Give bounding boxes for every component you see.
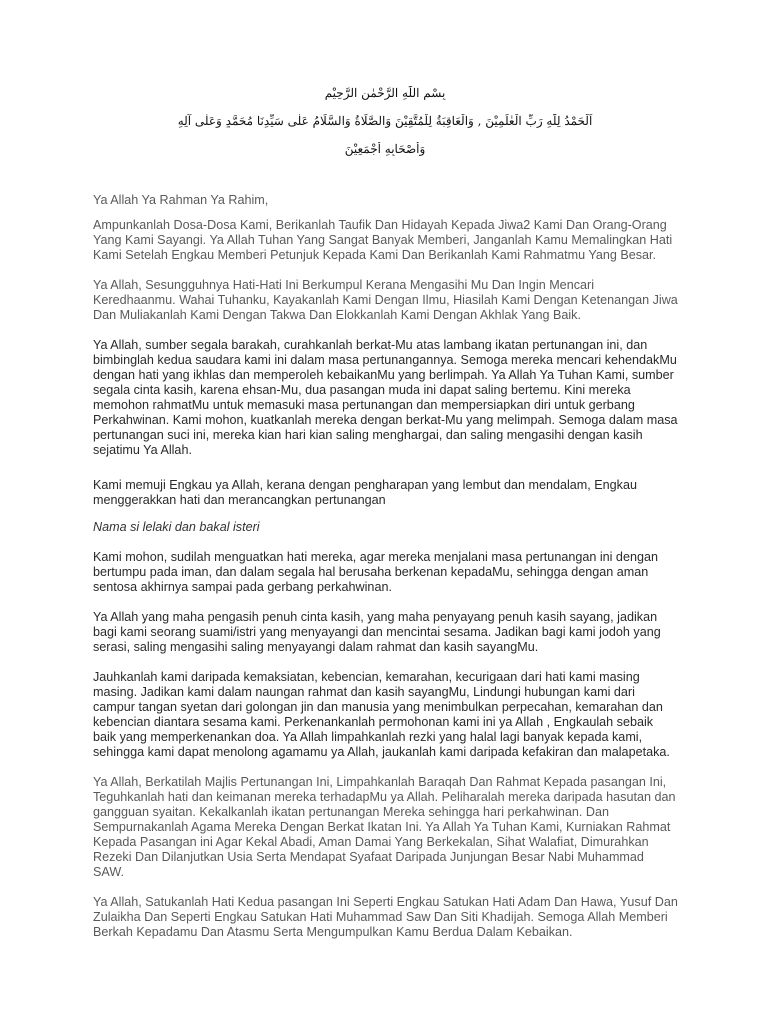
paragraph-hati-berkumpul: Ya Allah, Sesungguhnya Hati-Hati Ini Berkumpul Kerana Mengasihi Mu Dan Ingin Mencari Keredhaanmu. Wahai Tuhanku, Kayakanlah Kami Dengan Ilmu, Hiasilah Kami Dengan Ketenangan Jiwa Dan Muliakanlah Kami Dengan Takwa Dan Elokkanlah Kami Dengan Akhlak Yang Baik. — [93, 278, 678, 322]
paragraph-maha-pengasih: Ya Allah yang maha pengasih penuh cinta kasih, yang maha penyayang penuh kasih sayang, jadikan bagi kami seorang suami/istri yang menyayangi dan mencintai sesama. Jadikan bagi kami jodoh yang serasi, saling mengasihi saling menyayangi dalam rahmat dan kasih sayangMu. — [93, 610, 661, 654]
paragraph-names-placeholder: Nama si lelaki dan bakal isteri — [93, 520, 260, 534]
paragraph-berkatilah: Ya Allah, Berkatilah Majlis Pertunangan Ini, Limpahkanlah Baraqah Dan Rahmat Kepada pasangan Ini, Teguhkanlah hati dan keimanan mereka terhadapMu ya Allah. Peliharalah mereka daripada hasutan dan gangguan syaitan. Kekalkanlah ikatan pertunangan Mereka sehingga hari perkahwinan. Dan Sempurnakanlah Agama Mereka Dengan Berkat Ikatan Ini. Ya Allah Ya Tuhan Kami, Kurniakan Rahmat Kepada Pasangan ini Agar Kekal Abadi, Aman Damai Yang Berkekalan, Sihat Walafiat, Dimurahkan Rezeki Dan Dilanjutkan Usia Serta Mendapat Syafaat Daripada Junjungan Besar Nabi Muhammad SAW. — [93, 775, 676, 879]
paragraph-jauhkanlah: Jauhkanlah kami daripada kemaksiatan, kebencian, kemarahan, kecurigaan dari hati kami masing masing. Jadikan kami dalam naungan rahmat dan kasih sayangMu, Lindungi hubungan kami dari campur tangan syetan dari golongan jin dan manusia yang menimbulkan perpecahan, kemarahan dan kebencian diantara sesama kami. Perkenankanlah permohonan kami ini ya Allah , Engkaulah sebaik baik yang memperkenankan doa. Ya Allah limpahkanlah rezki yang halal lagi banyak kepada kami, sehingga kami dapat menolong agamamu ya Allah, jaukanlah kami daripada kefakiran dan malapetaka. — [93, 670, 670, 759]
paragraph-menguatkan: Kami mohon, sudilah menguatkan hati mereka, agar mereka menjalani masa pertunangan ini dengan bertumpu pada iman, dan dalam segala hal berusaha berkenan kepadaMu, sehingga dengan aman sentosa akhirnya sampai pada gerbang perkahwinan. — [93, 550, 658, 594]
paragraph-satukanlah: Ya Allah, Satukanlah Hati Kedua pasangan Ini Seperti Engkau Satukan Hati Adam Dan Hawa, Yusuf Dan Zulaikha Dan Seperti Engkau Satukan Hati Muhammad Saw Dan Siti Khadijah. Semoga Allah Memberi Berkah Kepadamu Dan Atasmu Serta Mengumpulkan Kamu Berdua Dalam Kebaikan. — [93, 895, 678, 939]
arabic-opening — [90, 86, 680, 156]
paragraph-ampunkanlah: Ampunkanlah Dosa-Dosa Kami, Berikanlah Taufik Dan Hidayah Kepada Jiwa2 Kami Dan Orang-Orang Yang Kami Sayangi. Ya Allah Tuhan Yang Sangat Banyak Memberi, Janganlah Kamu Memalingkan Hati Kami Setelah Engkau Memberi Petunjuk Kepada Kami Dan Berikanlah Kami Rahmatmu Yang Besar. — [93, 218, 673, 262]
paragraph-memuji: Kami memuji Engkau ya Allah, kerana dengan pengharapan yang lembut dan mendalam, Engkau menggerakkan hati dan merancangkan pertunangan — [93, 478, 637, 507]
arabic-salawat-end: وَأَصْحَابِهِ أَجْمَعِيْنَ — [344, 142, 426, 156]
greeting: Ya Allah Ya Rahman Ya Rahim, — [93, 193, 269, 207]
arabic-hamdalah: اَلْحَمْدُ لِلّٰهِ رَبِّ الْعٰلَمِيْنَ , وَالْعَاقِبَةُ لِلْمُتَّقِيْنَ وَالصَّلَاةُ وَالسَّلَامُ عَلٰى سَيِّدِنَا مُحَمَّدٍ وَعَلٰى آلِهِ — [177, 114, 593, 128]
arabic-basmalah: بِسْمِ اللّٰهِ الرَّحْمٰنِ الرَّحِيْمِ — [324, 86, 446, 100]
paragraph-sumber-barakah: Ya Allah, sumber segala barakah, curahkanlah berkat-Mu atas lambang ikatan pertunangan ini, dan bimbinglah kedua saudara kami ini dalam masa pertunangannya. Semoga mereka mencari kehendakMu dengan hati yang ikhlas dan memperoleh kebaikanMu yang berlimpah. Ya Allah Ya Tuhan Kami, sumber segala cinta kasih, karena ehsan-Mu, dua pasangan muda ini dapat saling bertemu. Kini mereka memohon rahmatMu untuk memasuki masa pertunangan dan mempersiapkan diri untuk gerbang Perkahwinan. Kami mohon, kuatkanlah mereka dengan berkat-Mu yang melimpah. Semoga dalam masa pertunangan suci ini, mereka kian hari kian saling menghargai, dan saling mengasihi dengan kasih sejatimu Ya Allah. — [93, 338, 678, 457]
document-body — [93, 193, 678, 940]
